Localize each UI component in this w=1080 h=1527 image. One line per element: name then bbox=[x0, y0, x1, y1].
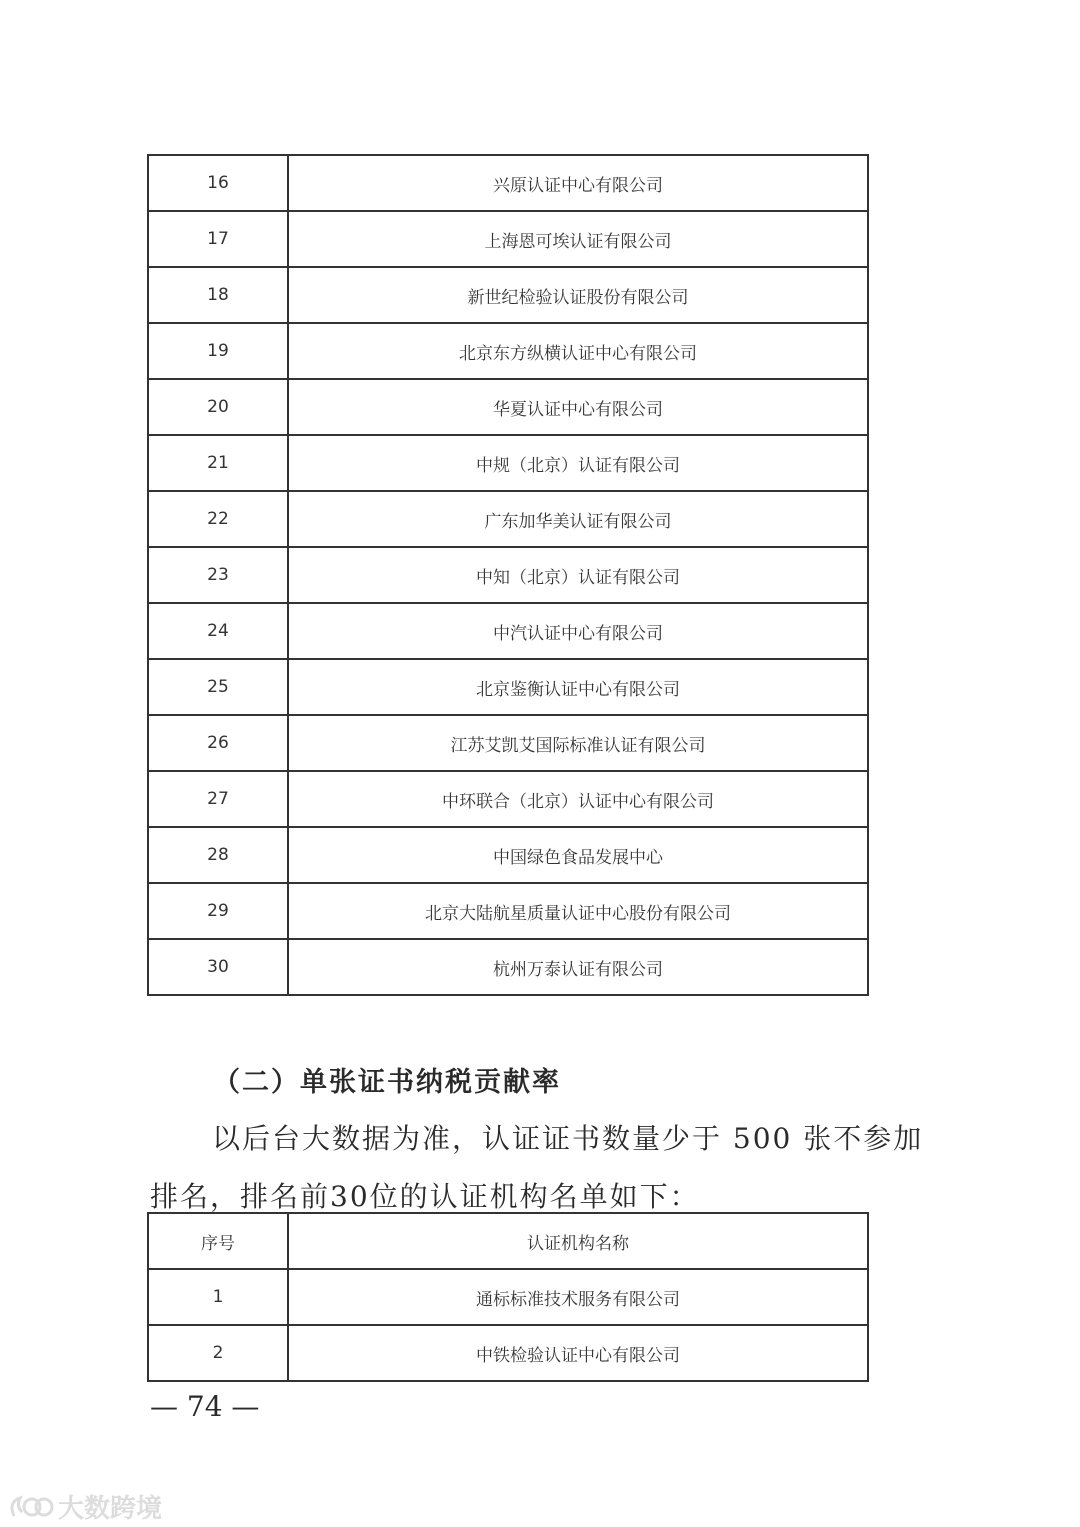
row-number: 26 bbox=[148, 715, 288, 771]
institution-name: 江苏艾凯艾国际标准认证有限公司 bbox=[288, 715, 868, 771]
table-row bbox=[148, 771, 868, 827]
row-number: 20 bbox=[148, 379, 288, 435]
tax-contribution-ranking-table bbox=[147, 1212, 869, 1382]
header-name: 认证机构名称 bbox=[288, 1213, 868, 1269]
institution-name: 北京鉴衡认证中心有限公司 bbox=[288, 659, 868, 715]
row-number: 25 bbox=[148, 659, 288, 715]
section-paragraph: 以后台大数据为准，认证证书数量少于 500 张不参加排名，排名前30位的认证机构名单如下： bbox=[150, 1122, 924, 1213]
table-row bbox=[148, 435, 868, 491]
institution-name: 通标标准技术服务有限公司 bbox=[288, 1269, 868, 1325]
row-number: 30 bbox=[148, 939, 288, 995]
institution-name: 中汽认证中心有限公司 bbox=[288, 603, 868, 659]
row-number: 2 bbox=[148, 1325, 288, 1381]
table-row bbox=[148, 491, 868, 547]
table-row bbox=[148, 1325, 868, 1381]
row-number: 21 bbox=[148, 435, 288, 491]
table-row bbox=[148, 659, 868, 715]
table-row bbox=[148, 267, 868, 323]
row-number: 27 bbox=[148, 771, 288, 827]
page-number: — 74 — bbox=[150, 1390, 260, 1423]
table-row bbox=[148, 155, 868, 211]
row-number: 23 bbox=[148, 547, 288, 603]
institution-name: 中规（北京）认证有限公司 bbox=[288, 435, 868, 491]
table-header-row bbox=[148, 1213, 868, 1269]
table-row bbox=[148, 939, 868, 995]
institution-name: 华夏认证中心有限公司 bbox=[288, 379, 868, 435]
institution-name: 新世纪检验认证股份有限公司 bbox=[288, 267, 868, 323]
table-row bbox=[148, 211, 868, 267]
institution-name: 中国绿色食品发展中心 bbox=[288, 827, 868, 883]
row-number: 28 bbox=[148, 827, 288, 883]
table-row bbox=[148, 1269, 868, 1325]
row-number: 22 bbox=[148, 491, 288, 547]
table-row bbox=[148, 883, 868, 939]
institution-name: 北京大陆航星质量认证中心股份有限公司 bbox=[288, 883, 868, 939]
table-row bbox=[148, 603, 868, 659]
row-number: 1 bbox=[148, 1269, 288, 1325]
table-row bbox=[148, 547, 868, 603]
institution-name: 广东加华美认证有限公司 bbox=[288, 491, 868, 547]
watermark-logo-icon bbox=[6, 1492, 54, 1522]
watermark-text: 大数跨境 bbox=[58, 1494, 163, 1524]
row-number: 16 bbox=[148, 155, 288, 211]
header-number: 序号 bbox=[148, 1213, 288, 1269]
table-row bbox=[148, 323, 868, 379]
institution-name: 杭州万泰认证有限公司 bbox=[288, 939, 868, 995]
institution-name: 兴原认证中心有限公司 bbox=[288, 155, 868, 211]
certification-ranking-table-continued bbox=[147, 154, 869, 996]
row-number: 18 bbox=[148, 267, 288, 323]
table-row bbox=[148, 715, 868, 771]
institution-name: 中环联合（北京）认证中心有限公司 bbox=[288, 771, 868, 827]
table-row bbox=[148, 379, 868, 435]
institution-name: 北京东方纵横认证中心有限公司 bbox=[288, 323, 868, 379]
table-row bbox=[148, 827, 868, 883]
institution-name: 中铁检验认证中心有限公司 bbox=[288, 1325, 868, 1381]
institution-name: 上海恩可埃认证有限公司 bbox=[288, 211, 868, 267]
institution-name: 中知（北京）认证有限公司 bbox=[288, 547, 868, 603]
row-number: 29 bbox=[148, 883, 288, 939]
row-number: 24 bbox=[148, 603, 288, 659]
row-number: 17 bbox=[148, 211, 288, 267]
row-number: 19 bbox=[148, 323, 288, 379]
section-heading: （二）单张证书纳税贡献率 bbox=[213, 1067, 561, 1098]
watermark bbox=[6, 1488, 162, 1525]
